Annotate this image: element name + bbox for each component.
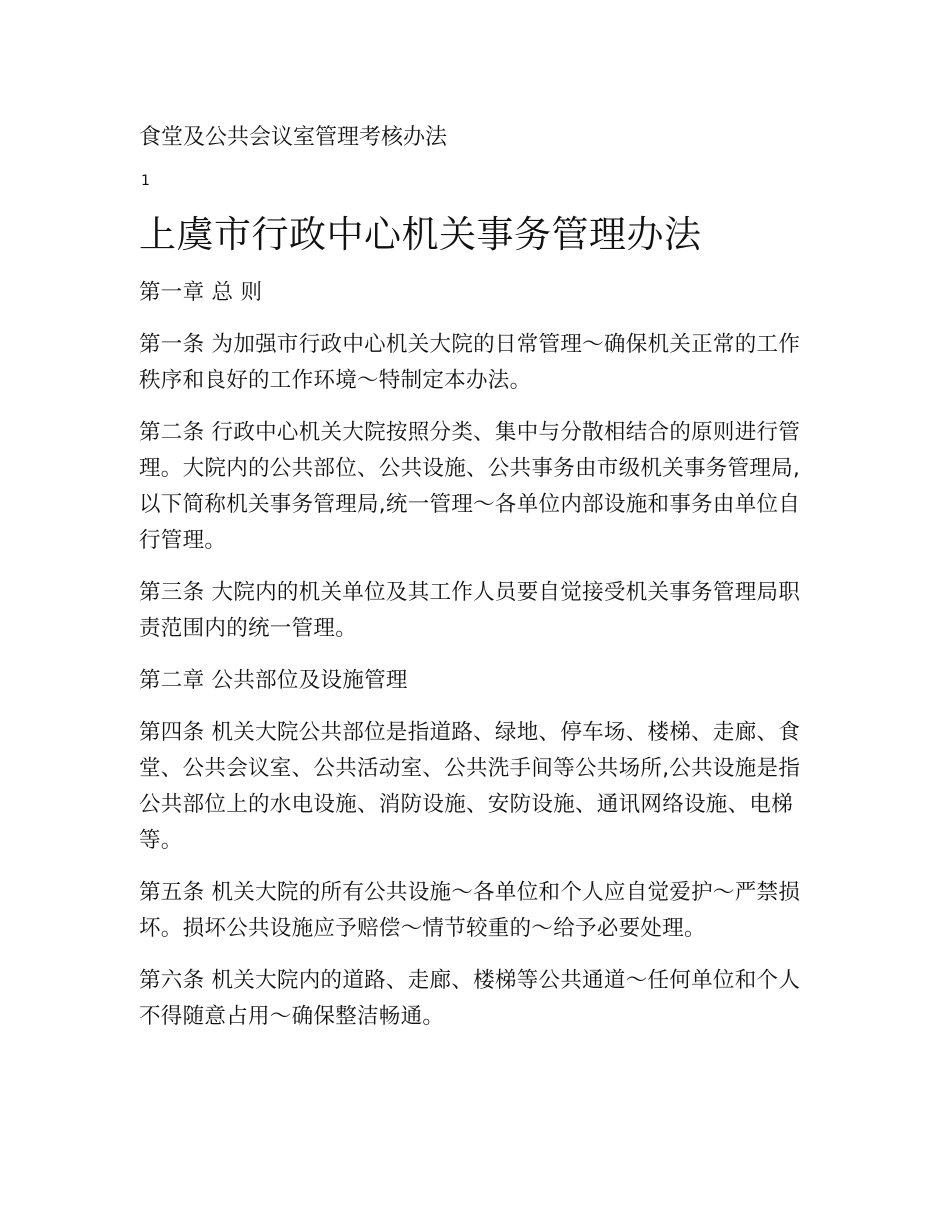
page-number: 1 [141, 173, 150, 189]
article-6: 第六条 机关大院内的道路、走廊、楼梯等公共通道～任何单位和个人不得随意占用～确保整洁畅通。 [139, 968, 801, 1029]
document-title: 上虞市行政中心机关事务管理办法 [139, 213, 702, 256]
article-5: 第五条 机关大院的所有公共设施～各单位和个人应自觉爱护～严禁损坏。损坏公共设施应予赔偿～情节较重的～给予必要处理。 [139, 880, 801, 941]
article-3: 第三条 大院内的机关单位及其工作人员要自觉接受机关事务管理局职责范围内的统一管理。 [139, 580, 801, 641]
article-4: 第四条 机关大院公共部位是指道路、绿地、停车场、楼梯、走廊、食堂、公共会议室、公共活动室、公共洗手间等公共场所,公共设施是指公共部位上的水电设施、消防设施、安防设施、通讯网络设施、电梯等。 [139, 720, 801, 853]
chapter-heading-1: 第一章 总 则 [139, 280, 263, 305]
document-body [139, 121, 811, 1035]
article-1: 第一条 为加强市行政中心机关大院的日常管理～确保机关正常的工作秩序和良好的工作环境～特制定本办法。 [139, 332, 801, 393]
chapter-heading-2: 第二章 公共部位及设施管理 [139, 668, 408, 693]
article-2: 第二条 行政中心机关大院按照分类、集中与分散相结合的原则进行管理。大院内的公共部位、公共设施、公共事务由市级机关事务管理局,以下简称机关事务管理局,统一管理～各单位内部设施和事务由单位自行管理。 [139, 420, 801, 553]
document-subtitle: 食堂及公共会议室管理考核办法 [139, 125, 448, 150]
